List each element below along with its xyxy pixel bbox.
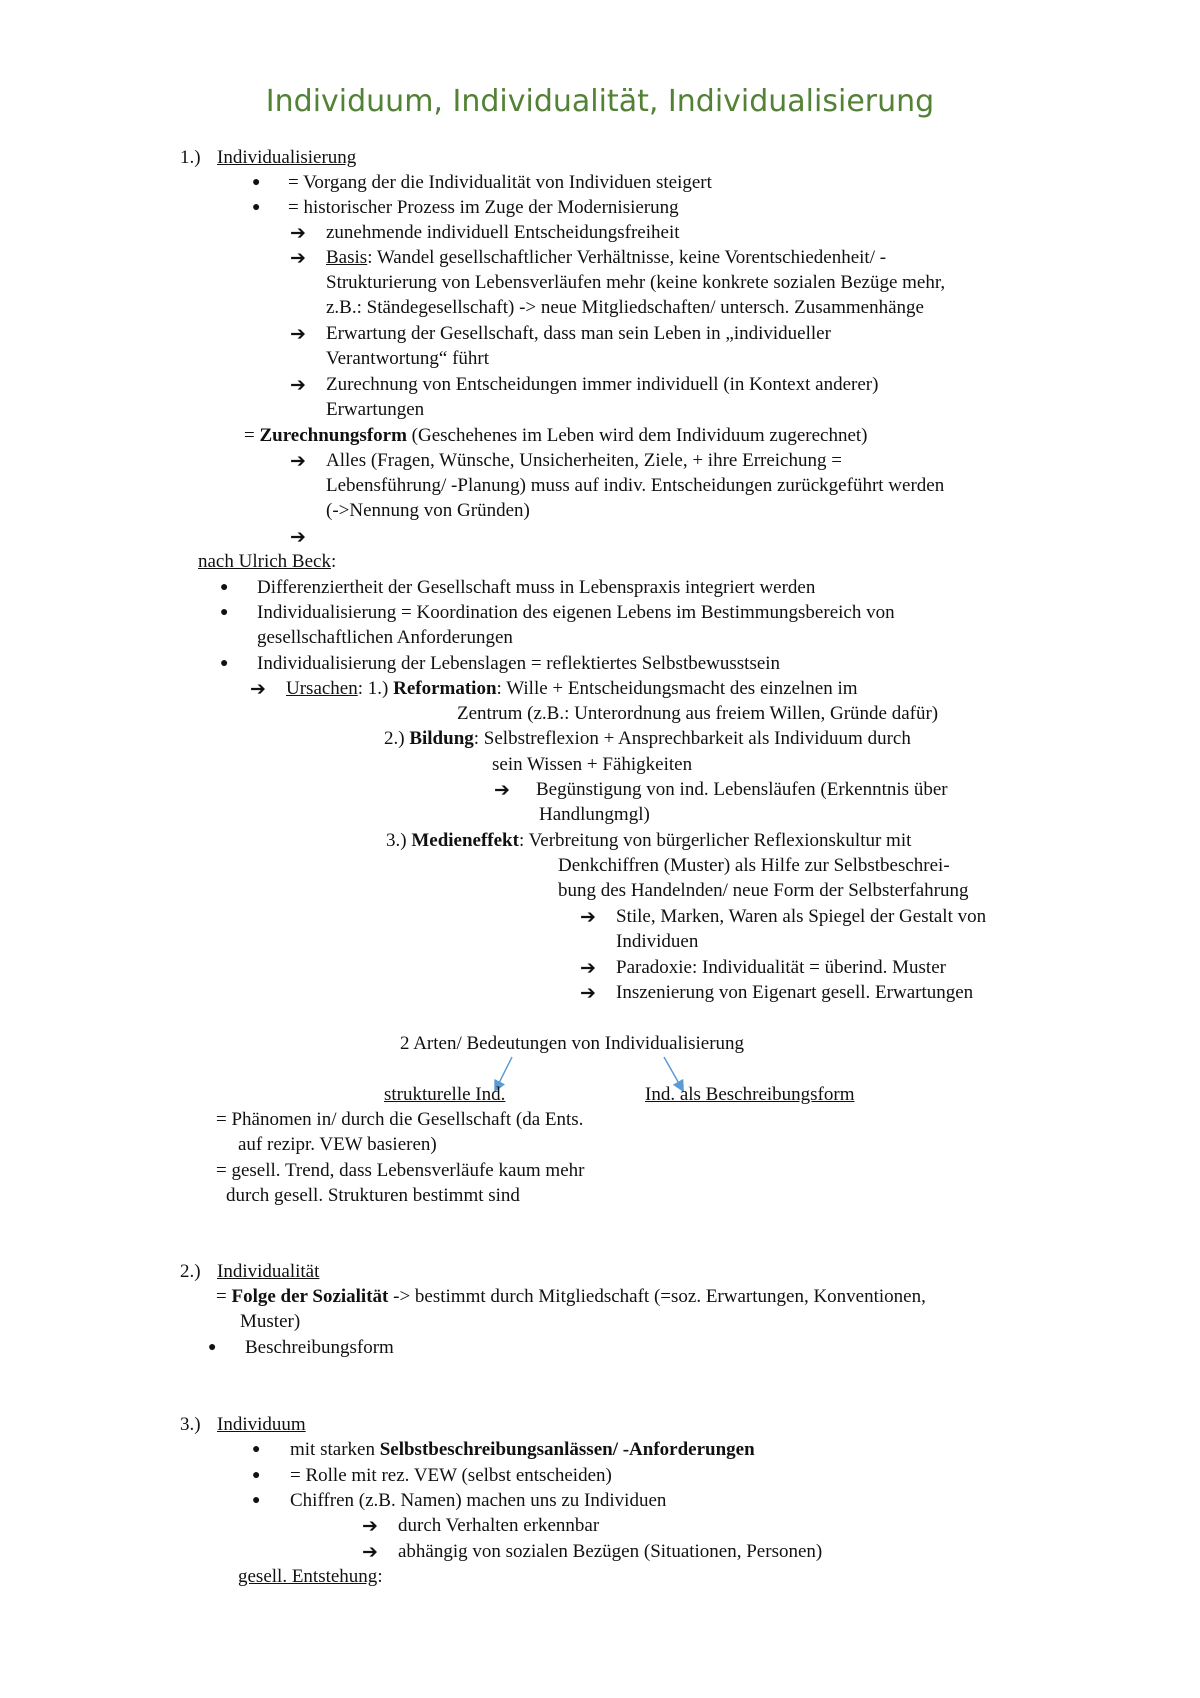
- bullet-icon: ●: [252, 1493, 261, 1508]
- s1-arrow-2-line-1: Basis: Wandel gesellschaftlicher Verhältnisse, keine Vorentschiedenheit/ -: [326, 247, 887, 268]
- basis-label: Basis: [326, 247, 368, 268]
- reformation-line-2: Zentrum (z.B.: Unterordnung aus freiem Willen, Gründe dafür): [457, 703, 939, 724]
- bildung-line-2: sein Wissen + Fähigkeiten: [492, 754, 693, 775]
- s1-arrow-2-line-3: z.B.: Ständegesellschaft) -> neue Mitgliedschaften/ untersch. Zusammenhänge: [326, 297, 924, 318]
- entstehung-heading: gesell. Entstehung:: [238, 1566, 383, 1587]
- arrow-right-icon: ➔: [290, 323, 306, 345]
- s1-bullet-2: = historischer Prozess im Zuge der Modernisierung: [288, 197, 679, 218]
- arten-desc-2-line-1: = gesell. Trend, dass Lebensverläufe kaum mehr: [216, 1160, 585, 1181]
- beck-bullet-3: Individualisierung der Lebenslagen = reflektiertes Selbstbewusstsein: [257, 653, 781, 674]
- s1-arrow-1: zunehmende individuell Entscheidungsfreiheit: [326, 222, 680, 243]
- beck-bullet-2-line-1: Individualisierung = Koordination des eigenen Lebens im Bestimmungsbereich von: [257, 602, 895, 623]
- section-3-number: 3.): [180, 1414, 201, 1435]
- arrow-right-icon: ➔: [290, 247, 306, 269]
- section-1-heading: Individualisierung: [217, 147, 357, 168]
- bullet-icon: ●: [252, 1442, 261, 1457]
- bullet-icon: ●: [208, 1340, 217, 1355]
- s3-bullet-1: mit starken Selbstbeschreibungsanlässen/ -Anforderungen: [290, 1439, 755, 1460]
- arrow-right-icon: ➔: [580, 957, 596, 979]
- arrow-right-icon: ➔: [494, 779, 510, 801]
- arrow-right-icon: ➔: [290, 450, 306, 472]
- medieneffekt-arrow-1-line-2: Individuen: [616, 931, 699, 952]
- medieneffekt-arrow-3: Inszenierung von Eigenart gesell. Erwartungen: [616, 982, 974, 1003]
- arten-desc-1-line-1: = Phänomen in/ durch die Gesellschaft (da Ents.: [216, 1109, 584, 1130]
- arten-left-label: strukturelle Ind.: [384, 1084, 506, 1105]
- section-2-number: 2.): [180, 1261, 201, 1282]
- bullet-icon: ●: [220, 605, 229, 620]
- beck-bullet-1: Differenziertheit der Gesellschaft muss in Lebenspraxis integriert werden: [257, 577, 816, 598]
- bildung-line-1: 2.) Bildung: Selbstreflexion + Ansprechbarkeit als Individuum durch: [384, 728, 911, 749]
- s1-arrow-5-line-3: (->Nennung von Gründen): [326, 500, 530, 521]
- s1-arrow-5-line-2: Lebensführung/ -Planung) muss auf indiv. Entscheidungen zurückgeführt werden: [326, 475, 945, 496]
- bullet-icon: ●: [220, 580, 229, 595]
- medieneffekt-arrow-1-line-1: Stile, Marken, Waren als Spiegel der Gestalt von: [616, 906, 987, 927]
- arrow-right-icon: ➔: [362, 1541, 378, 1563]
- s1-arrow-4-line-2: Erwartungen: [326, 399, 425, 420]
- medieneffekt-arrow-2: Paradoxie: Individualität = überind. Muster: [616, 957, 946, 978]
- s2-bullet-1: Beschreibungsform: [245, 1337, 394, 1358]
- s2-line-2: Muster): [240, 1311, 301, 1332]
- arten-right-label: Ind. als Beschreibungsform: [645, 1084, 855, 1105]
- ursachen-line: Ursachen: 1.) Reformation: Wille + Entscheidungsmacht des einzelnen im: [286, 678, 858, 699]
- s1-arrow-3-line-1: Erwartung der Gesellschaft, dass man sein Leben in „individueller: [326, 323, 831, 344]
- arten-desc-2-line-2: durch gesell. Strukturen bestimmt sind: [226, 1185, 520, 1206]
- section-1-number: 1.): [180, 147, 201, 168]
- s2-line-1: = Folge der Sozialität -> bestimmt durch Mitgliedschaft (=soz. Erwartungen, Konventionen,: [216, 1286, 926, 1307]
- medieneffekt-line-2: Denkchiffren (Muster) als Hilfe zur Selbstbeschrei-: [558, 855, 950, 876]
- arrow-right-icon: ➔: [362, 1515, 378, 1537]
- bildung-arrow-line-2: Handlungmgl): [539, 804, 650, 825]
- s1-bullet-1: = Vorgang der die Individualität von Individuen steigert: [288, 172, 712, 193]
- s3-arrow-1: durch Verhalten erkennbar: [398, 1515, 600, 1536]
- section-3-heading: Individuum: [217, 1414, 306, 1435]
- s3-arrow-2: abhängig von sozialen Bezügen (Situationen, Personen): [398, 1541, 823, 1562]
- bullet-icon: ●: [252, 175, 261, 190]
- bildung-arrow-line-1: Begünstigung von ind. Lebensläufen (Erkenntnis über: [536, 779, 948, 800]
- arrow-right-icon: ➔: [250, 678, 266, 700]
- s1-arrow-2-line-2: Strukturierung von Lebensverläufen mehr (keine konkrete sozialen Bezüge mehr,: [326, 272, 946, 293]
- s3-bullet-2: = Rolle mit rez. VEW (selbst entscheiden): [290, 1465, 612, 1486]
- arten-desc-1-line-2: auf rezipr. VEW basieren): [238, 1134, 437, 1155]
- arten-heading: 2 Arten/ Bedeutungen von Individualisierung: [400, 1033, 745, 1054]
- s1-arrow-4-line-1: Zurechnung von Entscheidungen immer individuell (in Kontext anderer): [326, 374, 879, 395]
- arrow-right-icon: ➔: [290, 374, 306, 396]
- bullet-icon: ●: [252, 200, 261, 215]
- s3-bullet-3: Chiffren (z.B. Namen) machen uns zu Individuen: [290, 1490, 667, 1511]
- beck-heading: nach Ulrich Beck:: [198, 551, 337, 572]
- section-2-heading: Individualität: [217, 1261, 320, 1282]
- bullet-icon: ●: [220, 656, 229, 671]
- arrow-right-icon: ➔: [580, 982, 596, 1004]
- beck-bullet-2-line-2: gesellschaftlichen Anforderungen: [257, 627, 513, 648]
- arrow-right-icon: ➔: [580, 906, 596, 928]
- medieneffekt-line-1: 3.) Medieneffekt: Verbreitung von bürgerlicher Reflexionskultur mit: [386, 830, 912, 851]
- arrow-right-icon: ➔: [290, 526, 306, 548]
- bullet-icon: ●: [252, 1468, 261, 1483]
- zurechnungsform-line: = Zurechnungsform (Geschehenes im Leben wird dem Individuum zugerechnet): [244, 425, 868, 446]
- medieneffekt-line-3: bung des Handelnden/ neue Form der Selbsterfahrung: [558, 880, 969, 901]
- s1-arrow-3-line-2: Verantwortung“ führt: [326, 348, 490, 369]
- arrow-right-icon: ➔: [290, 222, 306, 244]
- s1-arrow-5-line-1: Alles (Fragen, Wünsche, Unsicherheiten, Ziele, + ihre Erreichung =: [326, 450, 842, 471]
- page-title: Individuum, Individualität, Individualisierung: [265, 84, 935, 119]
